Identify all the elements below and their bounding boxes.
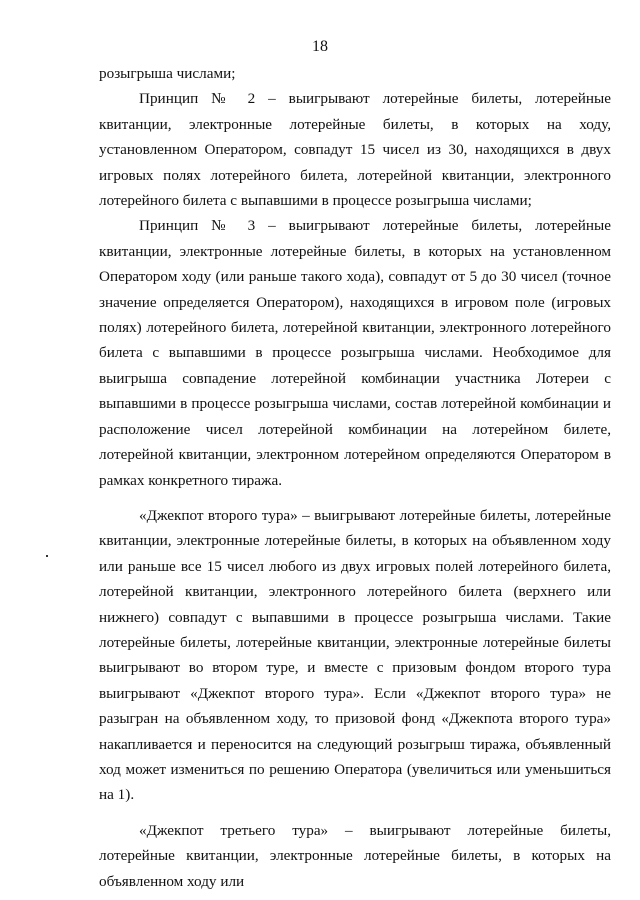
document-body	[99, 61, 611, 894]
paragraph-continuation: розыгрыша числами;	[99, 65, 236, 82]
paragraph-jackpot-third-tour: «Джекпот третьего тура» – выигрывают лотерейные билеты, лотерейные квитанции, электронные лотерейные билеты, в которых на объявленном ходу или	[99, 821, 611, 890]
scan-speck	[46, 555, 48, 557]
paragraph-principle-3: Принцип № 3 – выигрывают лотерейные билеты, лотерейные квитанции, электронные лотерейные билеты, в которых на установленном Оператором ходу (или раньше такого хода), совпадут от 5 до 30 чисел (точное значение определяется Оператором), находящихся в игровом поле (игровых полях) лотерейного билета, лотерейной квитанции, электронного лотерейного билета с выпавшими в процессе розыгрыша числами. Необходимое для выигрыша совпадение лотерейной комбинации участника Лотереи с выпавшими в процессе розыгрыша числами, состав лотерейной комбинации и расположение чисел лотерейной комбинации на лотерейном билете, лотерейной квитанции, электронном лотерейном определяются Оператором в рамках конкретного тиража.	[99, 217, 611, 489]
page-number: 18	[312, 38, 328, 55]
paragraph-principle-2: Принцип № 2 – выигрывают лотерейные билеты, лотерейные квитанции, электронные лотерейные билеты, в которых на ходу, установленном Оператором, совпадут 15 чисел из 30, находящихся в двух игровых полях лотерейного билета, лотерейной квитанции, электронного лотерейного билета с выпавшими в процессе розыгрыша числами;	[99, 90, 611, 210]
paragraph-jackpot-second-tour: «Джекпот второго тура» – выигрывают лотерейные билеты, лотерейные квитанции, электронные лотерейные билеты, в которых на объявленном ходу или раньше все 15 чисел любого из двух игровых полей лотерейного билета, лотерейной квитанции, электронного лотерейного билета (верхнего или нижнего) совпадут с выпавшими в процессе розыгрыша числами. Такие лотерейные билеты, лотерейные квитанции, электронные лотерейные билеты выигрывают во втором туре, и вместе с призовым фондом второго тура выигрывают «Джекпот второго тура». Если «Джекпот второго тура» не разыгран на объявленном ходу, то призовой фонд «Джекпота второго тура» накапливается и переносится на следующий розыгрыш тиража, объявленный ход может измениться по решению Оператора (увеличиться или уменьшиться на 1).	[99, 506, 611, 804]
